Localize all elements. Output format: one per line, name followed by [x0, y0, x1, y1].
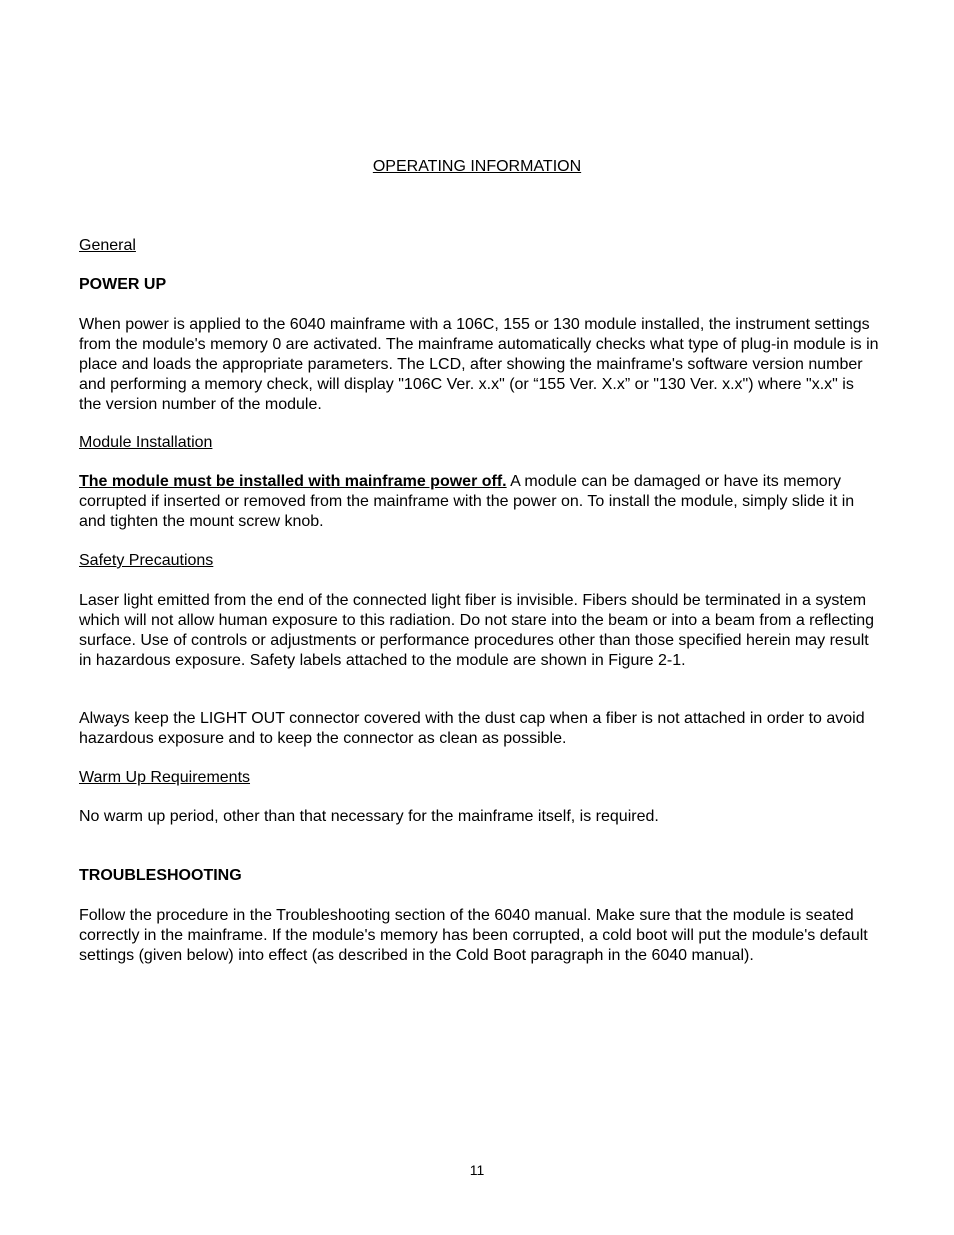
general-heading: General	[79, 237, 136, 254]
troubleshooting-heading: TROUBLESHOOTING	[79, 867, 242, 884]
warm-up-paragraph: No warm up period, other than that necessary for the mainframe itself, is required.	[79, 808, 659, 825]
power-up-paragraph: When power is applied to the 6040 mainframe with a 106C, 155 or 130 module installed, the instrument settings from the module's memory 0 are activated. The mainframe automatically checks what type of plug-in module is in place and loads the appropriate parameters. The LCD, after showing the mainframe's software version number and performing a memory check, will display "106C Ver. x.x" (or “155 Ver. X.x” or "130 Ver. x.x") where "x.x" is the version number of the module.	[79, 316, 879, 413]
module-installation-text: A module can be damaged or have its memory corrupted if inserted or removed from the mainframe with the power on. To install the module, simply slide it in and tighten the mount screw knob.	[79, 473, 855, 530]
troubleshooting-paragraph: Follow the procedure in the Troubleshooting section of the 6040 manual. Make sure that the module is seated correctly in the mainframe. If the module's memory has been corrupted, a cold boot will put the module's default settings (given below) into effect (as described in the Cold Boot paragraph in the 6040 manual).	[79, 907, 868, 964]
page-title: OPERATING INFORMATION	[372, 158, 582, 175]
safety-paragraph-1: Laser light emitted from the end of the connected light fiber is invisible. Fibers should be terminated in a system which will not allow human exposure to this radiation. Do not stare into the beam or into a beam from a reflecting surface. Use of controls or adjustments or performance procedures other than those specified herein may result in hazardous exposure. Safety labels attached to the module are shown in Figure 2-1.	[79, 592, 875, 669]
page-number: 11	[469, 1162, 485, 1178]
module-installation-paragraph	[79, 472, 879, 532]
module-installation-heading: Module Installation	[79, 434, 213, 451]
module-installation-warning: The module must be installed with mainframe power off.	[79, 473, 507, 490]
warm-up-heading: Warm Up Requirements	[79, 769, 251, 786]
power-up-heading: POWER UP	[79, 276, 167, 293]
safety-precautions-heading: Safety Precautions	[79, 552, 214, 569]
safety-paragraph-2: Always keep the LIGHT OUT connector covered with the dust cap when a fiber is not attached in order to avoid hazardous exposure and to keep the connector as clean as possible.	[79, 710, 865, 747]
